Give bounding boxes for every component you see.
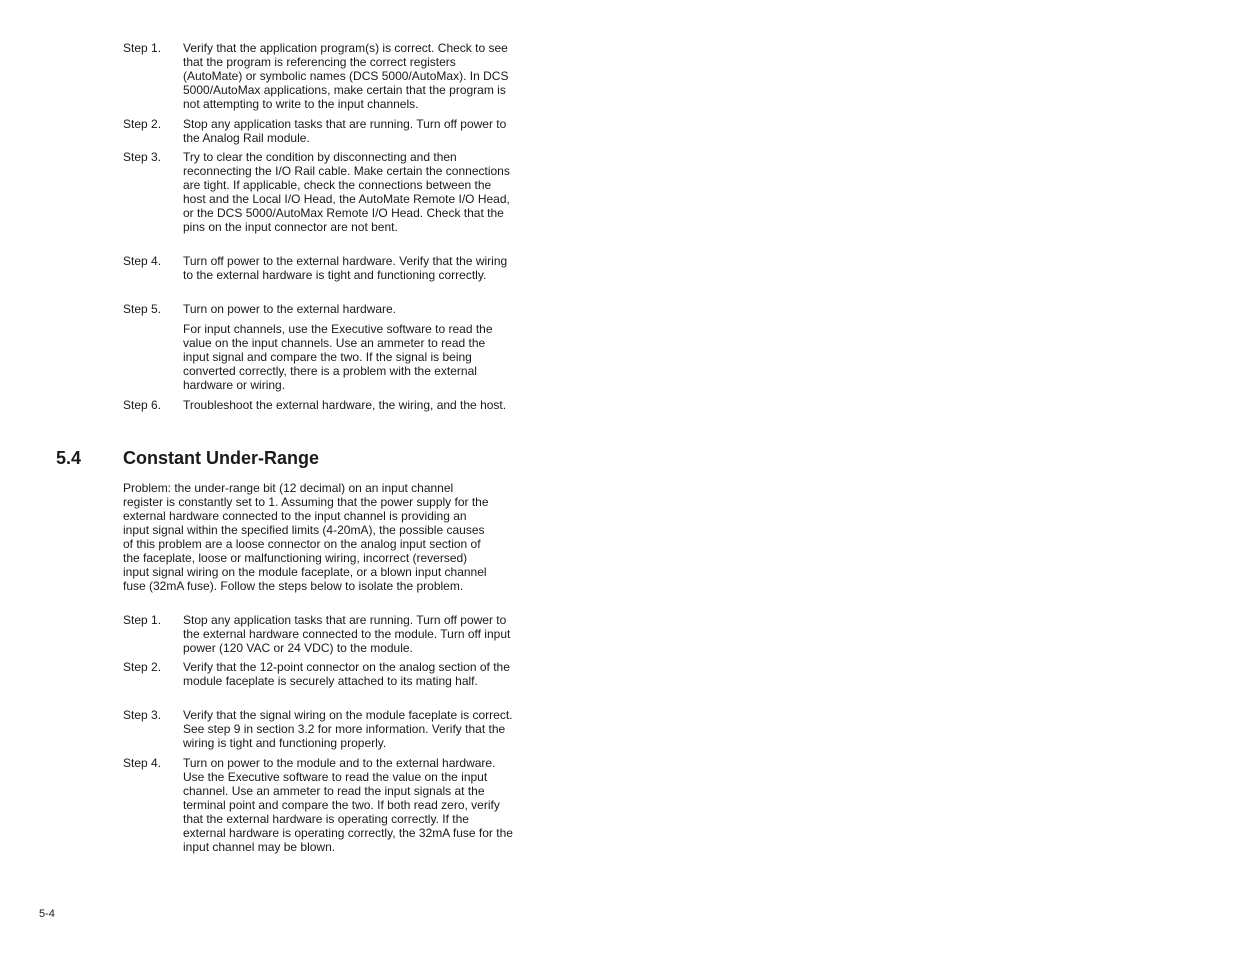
step-label: Step 5. (123, 302, 162, 316)
section-title: Constant Under-Range (123, 448, 320, 468)
step-text: Troubleshoot the external hardware, the wiring, and the host. (183, 398, 507, 412)
page-number: 5-4 (39, 908, 55, 920)
step-item (123, 117, 513, 145)
step-text: Try to clear the condition by disconnecting and then reconnecting the I/O Rail cable. Make certain the connections are tight. If applicable, check the connections between the host and the Local I/O Head, the AutoMate Remote I/O Head, or the DCS 5000/AutoMax Remote I/O Head. Check that the pins on the input connector are not bent. (183, 150, 510, 234)
step-text: Verify that the 12-point connector on the analog section of the module faceplate is securely attached to its mating half. (183, 660, 510, 688)
step-item (123, 41, 513, 111)
step-label: Step 1. (123, 41, 162, 55)
step-label: Step 3. (123, 708, 162, 722)
step-label: Step 4. (123, 254, 162, 268)
step-label: Step 2. (123, 660, 162, 674)
step-item (123, 613, 513, 655)
step-text: Verify that the application program(s) is correct. Check to see that the program is referencing the correct registers (AutoMate) or symbolic names (DCS 5000/AutoMax). In DCS 5000/AutoMax applications, make certain that the program is not attempting to write to the input channels. (183, 41, 509, 111)
problem-paragraph: Problem: the under-range bit (12 decimal) on an input channel register is constantly set to 1. Assuming that the power supply for the external hardware connected to the input channel is providing an input signal within the specified limits (4-20mA), the possible causes of this problem are a loose connector on the analog input section of the faceplate, loose or malfunctioning wiring, incorrect (reversed) input signal wiring on the module faceplate, or a blown input channel fuse (32mA fuse). Follow the steps below to isolate the problem. (123, 481, 489, 593)
step-text: Turn on power to the external hardware. (183, 302, 397, 316)
step-item (123, 150, 513, 234)
step-item (123, 708, 513, 750)
section-number: 5.4 (56, 448, 82, 468)
step-text: Verify that the signal wiring on the module faceplate is correct. See step 9 in section 3.2 for more information. Verify that the wiring is tight and functioning properly. (183, 708, 513, 750)
step-label: Step 1. (123, 613, 162, 627)
step-text: Turn on power to the module and to the external hardware. Use the Executive software to read the value on the input channel. Use an ammeter to read the input signals at the terminal point and compare the two. If both read zero, verify that the external hardware is operating correctly. If the external hardware is operating correctly, the 32mA fuse for the input channel may be blown. (183, 756, 513, 854)
step-label: Step 4. (123, 756, 162, 770)
step-text: Turn off power to the external hardware. Verify that the wiring to the external hardware is tight and functioning correctly. (183, 254, 508, 282)
step-item (123, 254, 513, 282)
step-label: Step 3. (123, 150, 162, 164)
step-item (123, 756, 513, 854)
step-item (123, 302, 513, 316)
step-label: Step 6. (123, 398, 162, 412)
step-text: Stop any application tasks that are running. Turn off power to the external hardware connected to the module. Turn off input power (120 VAC or 24 VDC) to the module. (183, 613, 511, 655)
step-item (123, 398, 513, 412)
step5-detail-paragraph: For input channels, use the Executive software to read the value on the input channels. Use an ammeter to read the input signal and compare the two. If the signal is being converted correctly, there is a problem with the external hardware or wiring. (183, 322, 493, 392)
step-text: Stop any application tasks that are running. Turn off power to the Analog Rail module. (183, 117, 507, 145)
step-label: Step 2. (123, 117, 162, 131)
step-item (123, 660, 513, 688)
